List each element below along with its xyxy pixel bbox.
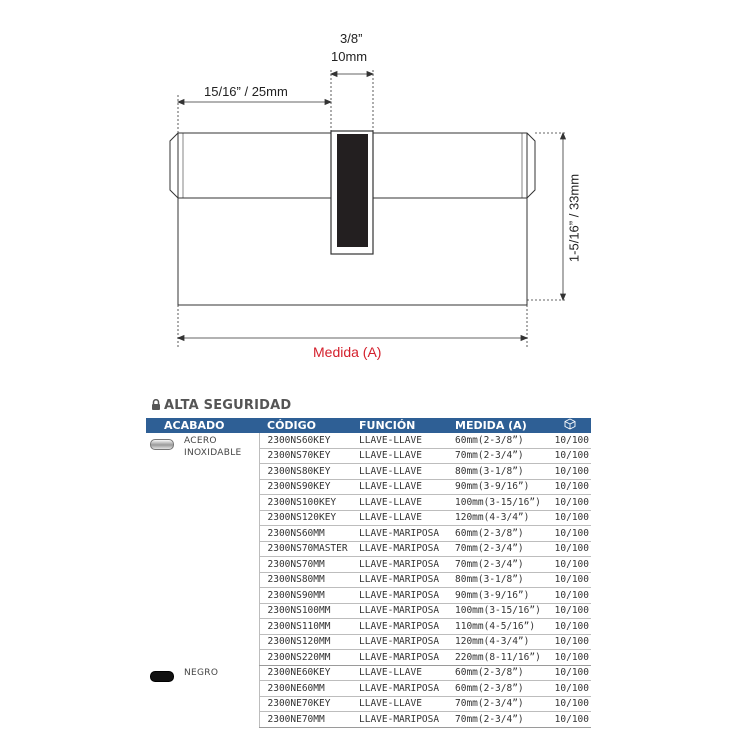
code-cell: 2300NE70MM	[259, 712, 356, 728]
function-cell: LLAVE-LLAVE	[356, 495, 453, 511]
size-cell: 60mm(2-3/8”)	[453, 526, 549, 542]
function-cell: LLAVE-LLAVE	[356, 510, 453, 526]
function-cell: LLAVE-MARIPOSA	[356, 572, 453, 588]
finish-swatch-icon	[150, 671, 174, 682]
finish-cell	[146, 665, 259, 727]
size-cell: 100mm(3-15/16”)	[453, 603, 549, 619]
length-measure-label: Medida (A)	[313, 344, 382, 360]
size-cell: 100mm(3-15/16”)	[453, 495, 549, 511]
finish-cell	[146, 433, 259, 665]
code-cell: 2300NS110MM	[259, 619, 356, 635]
pack-cell: 10/100	[549, 603, 591, 619]
pack-cell: 10/100	[549, 712, 591, 728]
finish-name: NEGRO	[184, 668, 219, 678]
table-row	[146, 433, 591, 448]
header-code: CÓDIGO	[259, 418, 356, 433]
size-cell: 120mm(4-3/4”)	[453, 510, 549, 526]
function-cell: LLAVE-LLAVE	[356, 448, 453, 464]
size-cell: 90mm(3-9/16”)	[453, 479, 549, 495]
section-title-text: ALTA SEGURIDAD	[164, 398, 292, 413]
table-header-row	[146, 418, 591, 433]
pack-cell: 10/100	[549, 448, 591, 464]
function-cell: LLAVE-MARIPOSA	[356, 650, 453, 666]
size-cell: 70mm(2-3/4”)	[453, 557, 549, 573]
function-cell: LLAVE-MARIPOSA	[356, 634, 453, 650]
code-cell: 2300NS80MM	[259, 572, 356, 588]
header-pack	[549, 418, 591, 433]
size-cell: 60mm(2-3/8”)	[453, 665, 549, 681]
box-icon	[564, 418, 576, 430]
code-cell: 2300NS80KEY	[259, 464, 356, 480]
pack-cell: 10/100	[549, 541, 591, 557]
code-cell: 2300NS60KEY	[259, 433, 356, 448]
code-cell: 2300NE70KEY	[259, 696, 356, 712]
size-cell: 70mm(2-3/4”)	[453, 448, 549, 464]
size-cell: 220mm(8-11/16”)	[453, 650, 549, 666]
code-cell: 2300NS70MASTER	[259, 541, 356, 557]
header-size: MEDIDA (A)	[453, 418, 549, 433]
finish-swatch-icon	[150, 439, 174, 450]
pack-cell: 10/100	[549, 650, 591, 666]
pack-cell: 10/100	[549, 665, 591, 681]
code-cell: 2300NS90KEY	[259, 479, 356, 495]
code-cell: 2300NS220MM	[259, 650, 356, 666]
pack-cell: 10/100	[549, 479, 591, 495]
pack-cell: 10/100	[549, 634, 591, 650]
function-cell: LLAVE-MARIPOSA	[356, 557, 453, 573]
code-cell: 2300NE60KEY	[259, 665, 356, 681]
cam-block	[337, 134, 368, 247]
size-cell: 60mm(2-3/8”)	[453, 681, 549, 697]
pack-cell: 10/100	[549, 681, 591, 697]
size-cell: 70mm(2-3/4”)	[453, 712, 549, 728]
table-row	[146, 665, 591, 681]
pack-cell: 10/100	[549, 510, 591, 526]
pack-cell: 10/100	[549, 557, 591, 573]
size-cell: 110mm(4-5/16”)	[453, 619, 549, 635]
pack-cell: 10/100	[549, 588, 591, 604]
function-cell: LLAVE-MARIPOSA	[356, 541, 453, 557]
code-cell: 2300NS90MM	[259, 588, 356, 604]
function-cell: LLAVE-MARIPOSA	[356, 588, 453, 604]
spec-table	[146, 418, 591, 728]
function-cell: LLAVE-LLAVE	[356, 479, 453, 495]
size-cell: 70mm(2-3/4”)	[453, 541, 549, 557]
section-title	[151, 398, 291, 413]
code-cell: 2300NE60MM	[259, 681, 356, 697]
pack-cell: 10/100	[549, 495, 591, 511]
code-cell: 2300NS100KEY	[259, 495, 356, 511]
function-cell: LLAVE-MARIPOSA	[356, 681, 453, 697]
spec-table-body	[146, 433, 591, 727]
pack-cell: 10/100	[549, 526, 591, 542]
function-cell: LLAVE-MARIPOSA	[356, 712, 453, 728]
code-cell: 2300NS120MM	[259, 634, 356, 650]
function-cell: LLAVE-LLAVE	[356, 464, 453, 480]
cylinder-height-label: 1-5/16” / 33mm	[566, 173, 582, 263]
function-cell: LLAVE-MARIPOSA	[356, 603, 453, 619]
code-cell: 2300NS60MM	[259, 526, 356, 542]
lock-icon	[151, 399, 161, 410]
function-cell: LLAVE-MARIPOSA	[356, 619, 453, 635]
pack-cell: 10/100	[549, 464, 591, 480]
size-cell: 80mm(3-1/8”)	[453, 572, 549, 588]
size-cell: 60mm(2-3/8”)	[453, 433, 549, 448]
size-cell: 80mm(3-1/8”)	[453, 464, 549, 480]
function-cell: LLAVE-LLAVE	[356, 665, 453, 681]
pack-cell: 10/100	[549, 696, 591, 712]
header-finish: ACABADO	[146, 418, 259, 433]
size-cell: 90mm(3-9/16”)	[453, 588, 549, 604]
slot-width-metric-label: 10mm	[331, 49, 368, 64]
function-cell: LLAVE-LLAVE	[356, 696, 453, 712]
function-cell: LLAVE-LLAVE	[356, 433, 453, 448]
pack-cell: 10/100	[549, 572, 591, 588]
size-cell: 70mm(2-3/4”)	[453, 696, 549, 712]
function-cell: LLAVE-MARIPOSA	[356, 526, 453, 542]
code-cell: 2300NS70KEY	[259, 448, 356, 464]
pack-cell: 10/100	[549, 433, 591, 448]
slot-width-fraction-label: 3/8”	[340, 31, 363, 46]
size-cell: 120mm(4-3/4”)	[453, 634, 549, 650]
cam-offset-label: 15/16” / 25mm	[204, 84, 288, 99]
code-cell: 2300NS70MM	[259, 557, 356, 573]
header-function: FUNCIÓN	[356, 418, 453, 433]
pack-cell: 10/100	[549, 619, 591, 635]
finish-name: ACERO INOXIDABLE	[184, 436, 242, 458]
code-cell: 2300NS100MM	[259, 603, 356, 619]
code-cell: 2300NS120KEY	[259, 510, 356, 526]
